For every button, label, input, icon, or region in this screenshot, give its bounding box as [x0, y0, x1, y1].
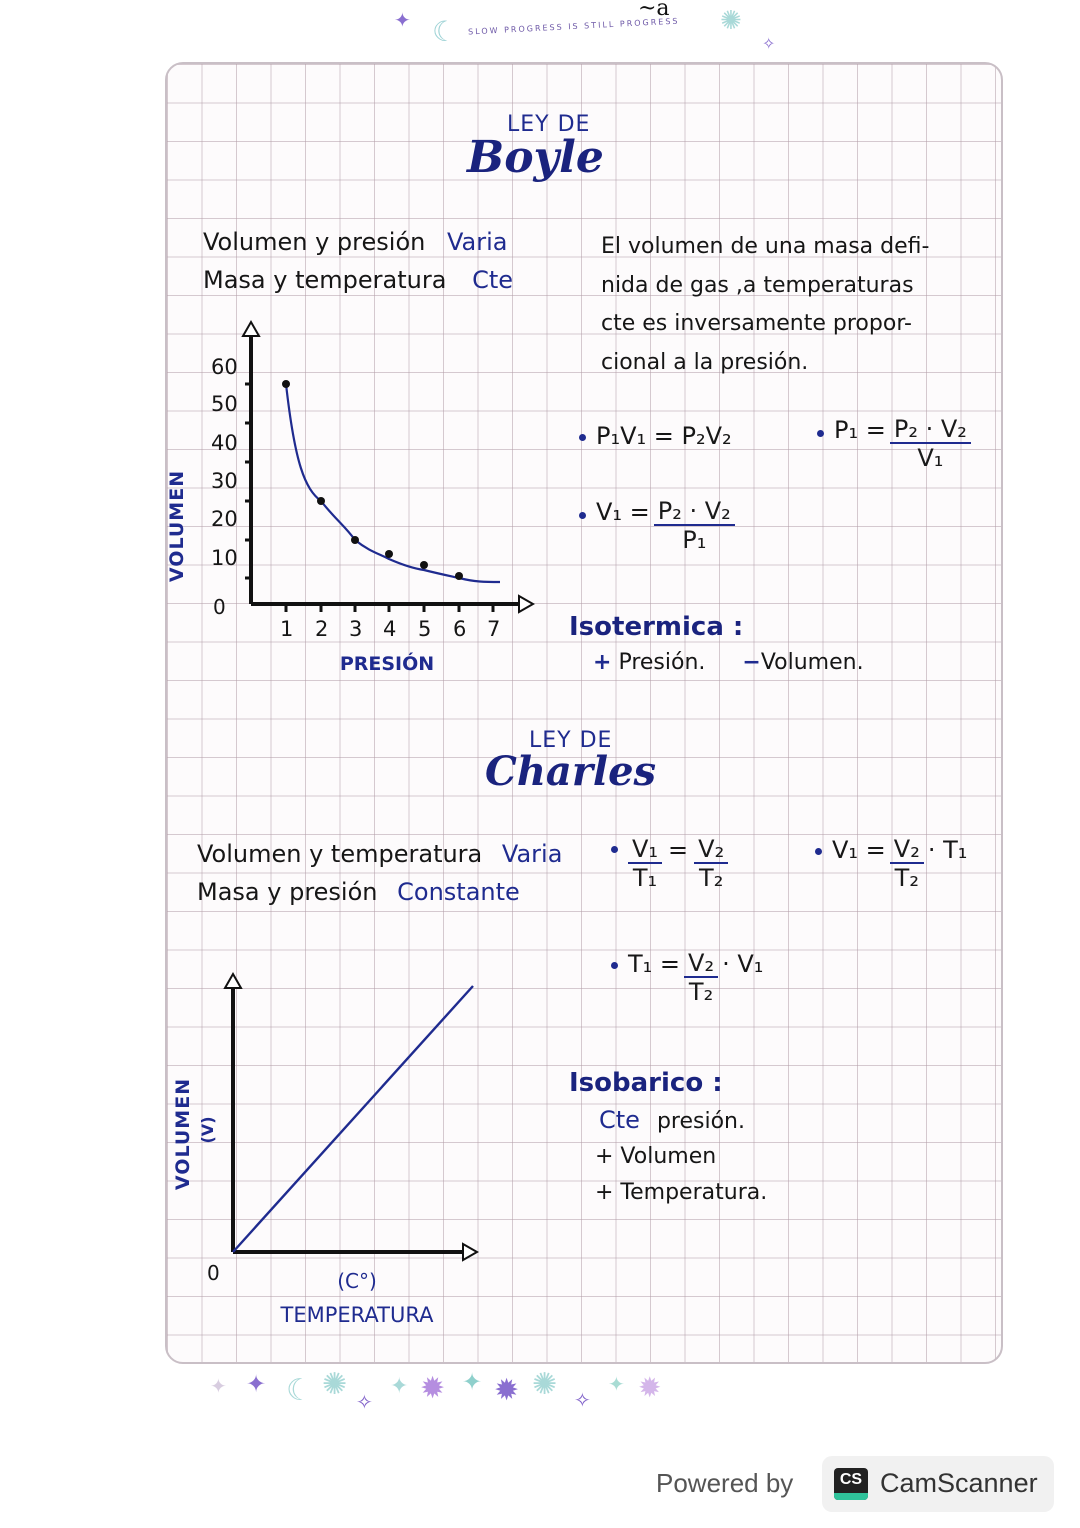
boyle-curve	[286, 384, 500, 582]
fraction-denominator: T₂	[894, 864, 919, 893]
bullet-icon	[611, 962, 618, 969]
sun-icon: ✺	[720, 6, 742, 36]
slogan-text: SLOW PROGRESS IS STILL PROGRESS	[467, 16, 680, 37]
bullet-icon	[611, 846, 618, 853]
burst-icon: ✹	[494, 1373, 520, 1408]
boyle-constants-line	[203, 266, 513, 294]
camscanner-brand: CamScanner	[880, 1468, 1038, 1498]
charles-process-const: Cte	[599, 1106, 640, 1134]
boyle-chart	[165, 314, 535, 684]
y-tick: 50	[211, 392, 238, 416]
definition-line: nida de gas ,a temperaturas	[601, 272, 914, 298]
fraction-denominator: P₁	[682, 526, 707, 555]
y-tick: 10	[211, 546, 238, 570]
fraction-denominator: V₁	[917, 444, 944, 473]
definition-line: El volumen de una masa defi-	[601, 234, 930, 259]
svg-text:3: 3	[349, 617, 363, 641]
charles-constants-line	[197, 878, 520, 906]
star-icon: ✧	[356, 1390, 373, 1414]
fraction-numerator: P₂ · V₂	[890, 416, 971, 444]
formula-lhs: V₁ =	[596, 498, 650, 526]
charles-line	[233, 986, 473, 1252]
formula-equals: =	[668, 836, 689, 864]
boyle-variables-line	[203, 228, 508, 256]
sun-icon: ✺	[322, 1367, 348, 1402]
camscanner-logo-icon	[834, 1468, 868, 1500]
formula-fraction	[684, 950, 718, 1007]
star-icon: ✧	[762, 34, 776, 53]
charles-title-prefix: LEY DE	[529, 728, 613, 753]
camscanner-badge[interactable]	[822, 1456, 1054, 1512]
charles-y-unit: (V)	[198, 1116, 217, 1144]
bullet-icon	[815, 848, 822, 855]
plus-sign: +	[593, 650, 612, 675]
sparkle-icon: ✦	[608, 1372, 625, 1396]
boyle-variables-text: Volumen y presión	[203, 228, 426, 256]
minus-text: Volumen.	[760, 650, 864, 675]
formula-fraction	[694, 836, 728, 893]
boyle-process-title: Isotermica :	[569, 612, 744, 642]
sparkle-icon: ✦	[394, 8, 411, 32]
fraction-denominator: T₂	[699, 864, 724, 893]
boyle-definition	[601, 228, 929, 382]
sparkle-icon: ✦	[210, 1374, 227, 1398]
formula-fraction	[628, 836, 662, 893]
burst-icon: ✹	[638, 1371, 662, 1404]
bullet-icon	[579, 512, 586, 519]
bullet-icon	[817, 430, 824, 437]
charles-formula-1	[611, 836, 728, 893]
fraction-numerator: V₂	[890, 836, 924, 864]
formula-fraction	[654, 498, 735, 555]
bullet-icon	[579, 434, 586, 441]
charles-variables-value: Varia	[501, 840, 563, 868]
powered-by-text: Powered by	[656, 1468, 794, 1498]
fraction-denominator: T₂	[688, 978, 714, 1007]
boyle-formula-2	[817, 416, 971, 473]
sun-icon: ✺	[532, 1367, 558, 1402]
charles-chart	[165, 964, 517, 1344]
footer-decoration	[150, 1367, 1000, 1440]
formula-rhs: · V₁	[722, 950, 764, 978]
boyle-constants-text: Masa y temperatura	[203, 266, 447, 294]
charles-formula-2	[815, 836, 967, 893]
fraction-numerator: V₂	[684, 950, 718, 978]
charles-process-line-3: + Temperatura.	[595, 1180, 768, 1205]
definition-line: cte es inversamente propor-	[601, 311, 912, 336]
bleed-through-text	[207, 126, 287, 166]
sparkle-icon: ✦	[390, 1374, 409, 1399]
charles-variables-text: Volumen y temperatura	[197, 840, 483, 868]
fraction-numerator: P₂ · V₂	[654, 498, 735, 526]
sparkle-icon: ✦	[246, 1370, 267, 1398]
formula-lhs: V₁ =	[832, 836, 886, 864]
logo-strip	[834, 1493, 868, 1500]
formula-rhs: · T₁	[927, 836, 968, 864]
charles-variables-line	[197, 840, 562, 868]
y-tick: 40	[211, 431, 238, 455]
boyle-formula-1	[579, 422, 732, 450]
boyle-variables-value: Varia	[446, 228, 508, 256]
boyle-title: Boyle	[467, 132, 604, 183]
boyle-formula-3	[579, 498, 735, 555]
boyle-process-line	[593, 650, 864, 675]
svg-text:2: 2	[315, 617, 329, 641]
svg-text:6: 6	[453, 617, 467, 641]
burst-icon: ✹	[420, 1371, 446, 1406]
sparkle-icon: ✦	[462, 1368, 483, 1396]
scribble-text: ~a	[638, 0, 670, 21]
definition-line: cional a la presión.	[601, 349, 809, 375]
charles-y-label: VOLUMEN	[172, 1077, 194, 1191]
moon-icon: ☾	[286, 1373, 313, 1408]
boyle-x-label: PRESIÓN	[339, 653, 435, 675]
charles-process-line-2: + Volumen	[595, 1144, 717, 1169]
charles-process-const-text: presión.	[656, 1109, 745, 1134]
boyle-y-label: VOLUMEN	[166, 469, 188, 583]
origin-label: 0	[213, 595, 226, 619]
charles-constants-value: Constante	[397, 878, 520, 906]
minus-sign: −	[742, 650, 761, 675]
charles-process-line-1	[599, 1106, 745, 1134]
charles-x-label: TEMPERATURA	[280, 1303, 434, 1327]
charles-formula-3	[611, 950, 763, 1007]
svg-text:7: 7	[487, 617, 501, 641]
star-icon: ✧	[574, 1388, 591, 1412]
svg-text:1: 1	[280, 617, 294, 641]
boyle-title-prefix: LEY DE	[507, 112, 591, 137]
logo-text: CS	[839, 1471, 863, 1488]
svg-text:5: 5	[418, 617, 432, 641]
header-decoration	[380, 0, 800, 62]
formula-lhs: T₁ =	[628, 950, 681, 978]
boyle-constants-value: Cte	[472, 266, 513, 294]
svg-text:4: 4	[383, 617, 397, 641]
fraction-numerator: V₁	[628, 836, 662, 864]
camscanner-footer	[656, 1456, 1056, 1512]
origin-label: 0	[207, 1261, 220, 1285]
formula-fraction	[890, 416, 971, 473]
moon-icon: ☾	[432, 15, 458, 48]
y-tick: 20	[211, 507, 238, 531]
notebook-page	[165, 62, 1003, 1364]
formula-fraction	[890, 836, 924, 893]
y-tick: 30	[211, 469, 238, 493]
x-ticks	[280, 604, 500, 641]
charles-process-title: Isobarico :	[569, 1068, 723, 1098]
fraction-denominator: T₁	[632, 864, 658, 893]
formula-text: P₁V₁ = P₂V₂	[596, 422, 732, 450]
charles-x-unit: (C°)	[337, 1269, 377, 1293]
fraction-numerator: V₂	[694, 836, 728, 864]
formula-lhs: P₁ =	[834, 416, 886, 444]
plus-text: Presión.	[618, 650, 706, 675]
charles-constants-text: Masa y presión	[197, 878, 378, 906]
charles-title: Charles	[485, 748, 657, 795]
y-tick: 60	[211, 355, 238, 379]
